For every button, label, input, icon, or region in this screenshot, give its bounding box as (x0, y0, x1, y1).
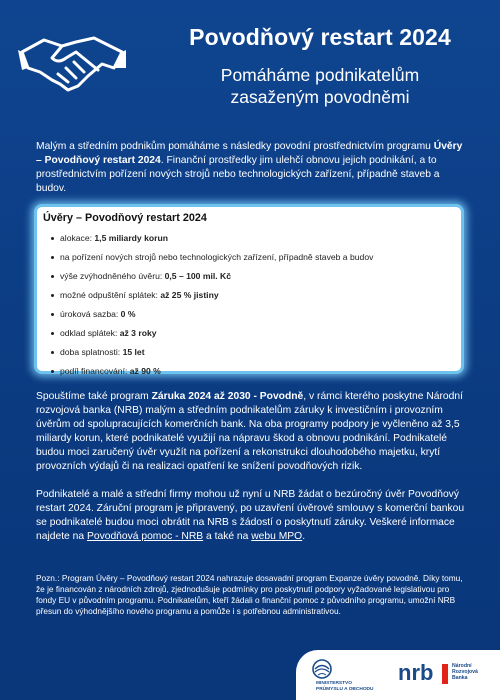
list-item: úroková sazba: 0 % (51, 305, 455, 324)
nrb-mark: nrb (398, 660, 434, 685)
program-box-title: Úvěry – Povodňový restart 2024 (43, 212, 207, 224)
application-paragraph: Podnikatelé a malé a střední firmy mohou už nyní u NRB žádat o bezúročný úvěr Povodňový restart 2024. Záruční program je připravený, po uzavření úvěrové smlouvy s komerční bankou se podnikatelé budou moci obrátit na NRB s žádostí o poskytnutí záruky. Veškeré informace najdete na Povodňová pomoc - NRB a také na webu MPO. (36, 489, 465, 542)
mpo-name: MINISTERSTVO PRŮMYSLU A OBCHODU (316, 681, 374, 692)
bullet-icon (51, 370, 54, 373)
intro-program-name: Úvěry – Povodňový restart 2024 (36, 141, 463, 166)
bullet-icon (51, 275, 54, 278)
intro-text-2: . Finanční prostředky jim ulehčí obnovu jejich podnikání, a to prostřednictvím pořízení nových strojů nebo technologických zařízení, případně staveb a budov. (36, 155, 440, 194)
mpo-web-link[interactable]: webu MPO (251, 531, 303, 542)
subtitle-line-1: Pomáháme podnikatelům (220, 65, 420, 85)
footer-logos (296, 650, 500, 700)
list-item: na pořízení nových strojů nebo technologických zařízení, případně staveb a budov (51, 248, 455, 267)
list-item: odklad splátek: až 3 roky (51, 324, 455, 343)
bullet-icon (51, 313, 54, 316)
bullet-icon (51, 294, 54, 297)
list-item: výše zvýhodněného úvěru: 0,5 – 100 mil. Kč (51, 267, 455, 286)
page-title: Povodňový restart 2024 (189, 24, 451, 50)
list-item: možné odpuštění splátek: až 25 % jistiny (51, 286, 455, 305)
bullet-icon (51, 332, 54, 335)
flood-aid-nrb-link[interactable]: Povodňová pomoc - NRB (86, 531, 204, 542)
footnote: Pozn.: Program Úvěry – Povodňový restart 2024 nahrazuje dosavadní program Expanze úvěry povodně. Díky tomu, že je financován z národních zdrojů, zjednodušuje podmínky pro poskytnutí podpory vyžadované legislativou pro fondy EU v původním programu. Podnikatelům, kteří žádali o finanční pomoc z původního programu, umožní NRB přesun do výhodnějšího nového programu a pomůže i s potřebnou administrativou. (36, 573, 463, 616)
nrb-logo-icon (398, 658, 450, 688)
intro-text-1: Malým a středním podnikům pomáháme s následky povodní prostřednictvím programu (36, 141, 434, 152)
nrb-name: Národní Rozvojová Banka (452, 663, 478, 681)
bullet-icon (51, 256, 54, 259)
list-item: podíl financování: až 90 % (51, 362, 455, 381)
handshake-icon (18, 22, 126, 106)
mpo-logo-icon (312, 658, 332, 680)
intro-paragraph (36, 140, 466, 196)
subtitle-line-2: zasaženým povodněmi (230, 87, 410, 107)
list-item: doba splatnosti: 15 let (51, 343, 455, 362)
bullet-icon (51, 351, 54, 354)
guarantee-paragraph: Spouštíme také program Záruka 2024 až 2030 - Povodně, v rámci kterého poskytne Národní rozvojová banka (NRB) malým a středním podnikatelům záruky k investičním i provozním úvěrům od spolupracujících komerčních bank. Na oba programy podpory je vyčleněno až 3,5 miliardy korun, které podnikatelé využijí na nápravu škod a obnovu podnikání. Podnikatelé budou moci zaručený úvěr využít na pořízení a rekonstrukci dlouhodobého majetku, krytí provozních výdajů či na realizaci opatření ke snížení povodňových rizik. (36, 391, 463, 472)
list-item: alokace: 1,5 miliardy korun (51, 229, 455, 248)
guarantee-program-name: Záruka 2024 až 2030 - Povodně (151, 391, 304, 402)
page-subtitle (160, 64, 480, 108)
program-parameters-list (43, 229, 455, 381)
bullet-icon (51, 237, 54, 240)
program-info-box (34, 204, 464, 374)
